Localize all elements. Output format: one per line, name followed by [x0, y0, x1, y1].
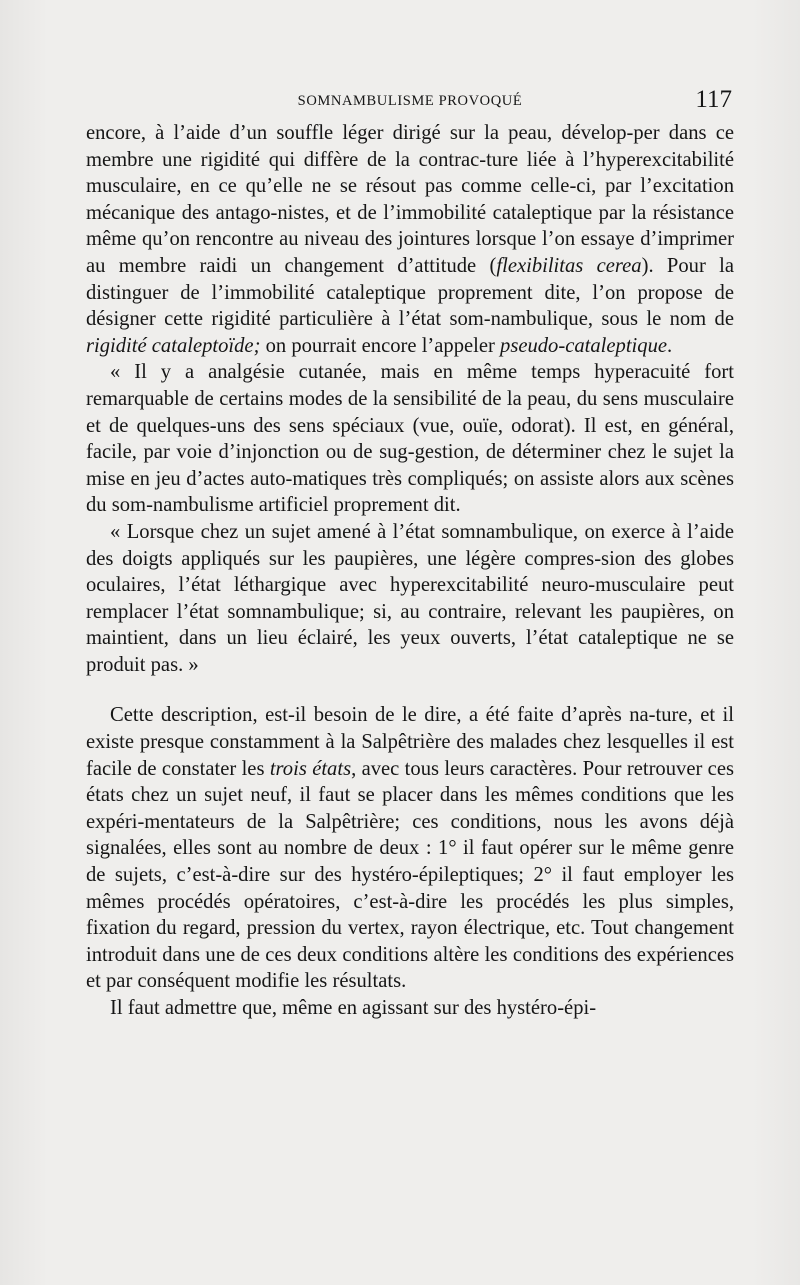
paragraph-continuation: [86, 120, 734, 359]
body-text: [86, 120, 734, 1022]
italic-text-segment: pseudo-cataleptique: [500, 334, 668, 357]
italic-text-segment: trois états: [269, 757, 352, 780]
paragraph-analgesia-quote: [86, 359, 734, 519]
paragraph-eyelids-quote: [86, 519, 734, 679]
text-segment: « Il y a analgésie cutanée, mais en même temps hyperacuité fort remarquable de certains modes de la sensibilité de la peau, du sens musculaire et de quelques-uns des sens spéciaux (vue, ouïe, odorat). Il est, en général, facile, par voie d’injonction ou de sug-gestion, de déterminer chez le sujet la mise en jeu d’actes auto-matiques très compliqués; on assiste alors aux scènes du som-nambulisme artificiel proprement dit.: [86, 361, 734, 517]
text-segment: , avec tous leurs caractères. Pour retrouver ces états chez un sujet neuf, il faut se placer dans les mêmes conditions que les expéri-mentateurs de la Salpêtrière; ces conditions, nous les avons déjà signalées, elles sont au nombre de deux : 1° il faut opérer sur le même genre de sujets, c’est-à-dire sur des hystéro-épileptiques; 2° il faut employer les mêmes procédés opératoires, c’est-à-dire les procédés les plus simples, fixation du regard, pression du vertex, rayon électrique, etc. Tout changement introduit dans une de ces deux conditions altère les conditions des expériences et par conséquent modifie les résultats.: [86, 757, 734, 993]
italic-text-segment: flexibilitas cerea: [496, 254, 642, 277]
running-head: SOMNAMBULISME PROVOQUÉ: [297, 93, 523, 109]
paragraph-description: [86, 702, 734, 995]
text-segment: encore, à l’aide d’un souffle léger dirigé sur la peau, dévelop-per dans ce membre une rigidité qui diffère de la contrac-ture liée à l’hyperexcitabilité musculaire, en ce qu’elle ne se résout pas comme celle-ci, par l’excitation mécanique des antago-nistes, et de l’immobilité cataleptique par la résistance même qu’on rencontre au niveau des jointures lorsque l’on essaye d’imprimer au membre raidi un changement d’attitude (: [86, 122, 734, 277]
text-segment: Il faut admettre que, même en agissant sur des hystéro-épi-: [110, 997, 597, 1019]
text-segment: Cette description, est-il besoin de le dire, a été faite d’après na-ture, et il existe presque constamment à la Salpêtrière des malades chez lesquelles il est facile de constater les: [86, 704, 734, 780]
page-number: 117: [695, 86, 732, 113]
page-header: [86, 86, 734, 120]
italic-text-segment: rigidité cataleptoïde;: [86, 334, 261, 357]
text-segment: .: [667, 334, 673, 357]
text-segment: ). Pour la distinguer de l’immobilité cataleptique proprement dite, l’on propose de désigner cette rigidité particulière à l’état som-nambulique, sous le nom de: [86, 254, 734, 331]
text-segment: « Lorsque chez un sujet amené à l’état somnambulique, on exerce à l’aide des doigts appliqués sur les paupières, une légère compres-sion des globes oculaires, l’état léthargique avec hyperexcitabilité neuro-musculaire peut remplacer l’état somnambulique; si, au contraire, relevant les paupières, on maintient, dans un lieu éclairé, les yeux ouverts, l’état cataleptique ne se produit pas. »: [86, 520, 734, 676]
text-segment: on pourrait encore l’appeler: [260, 334, 501, 357]
paragraph-hystero-epileptic: [86, 995, 734, 1022]
